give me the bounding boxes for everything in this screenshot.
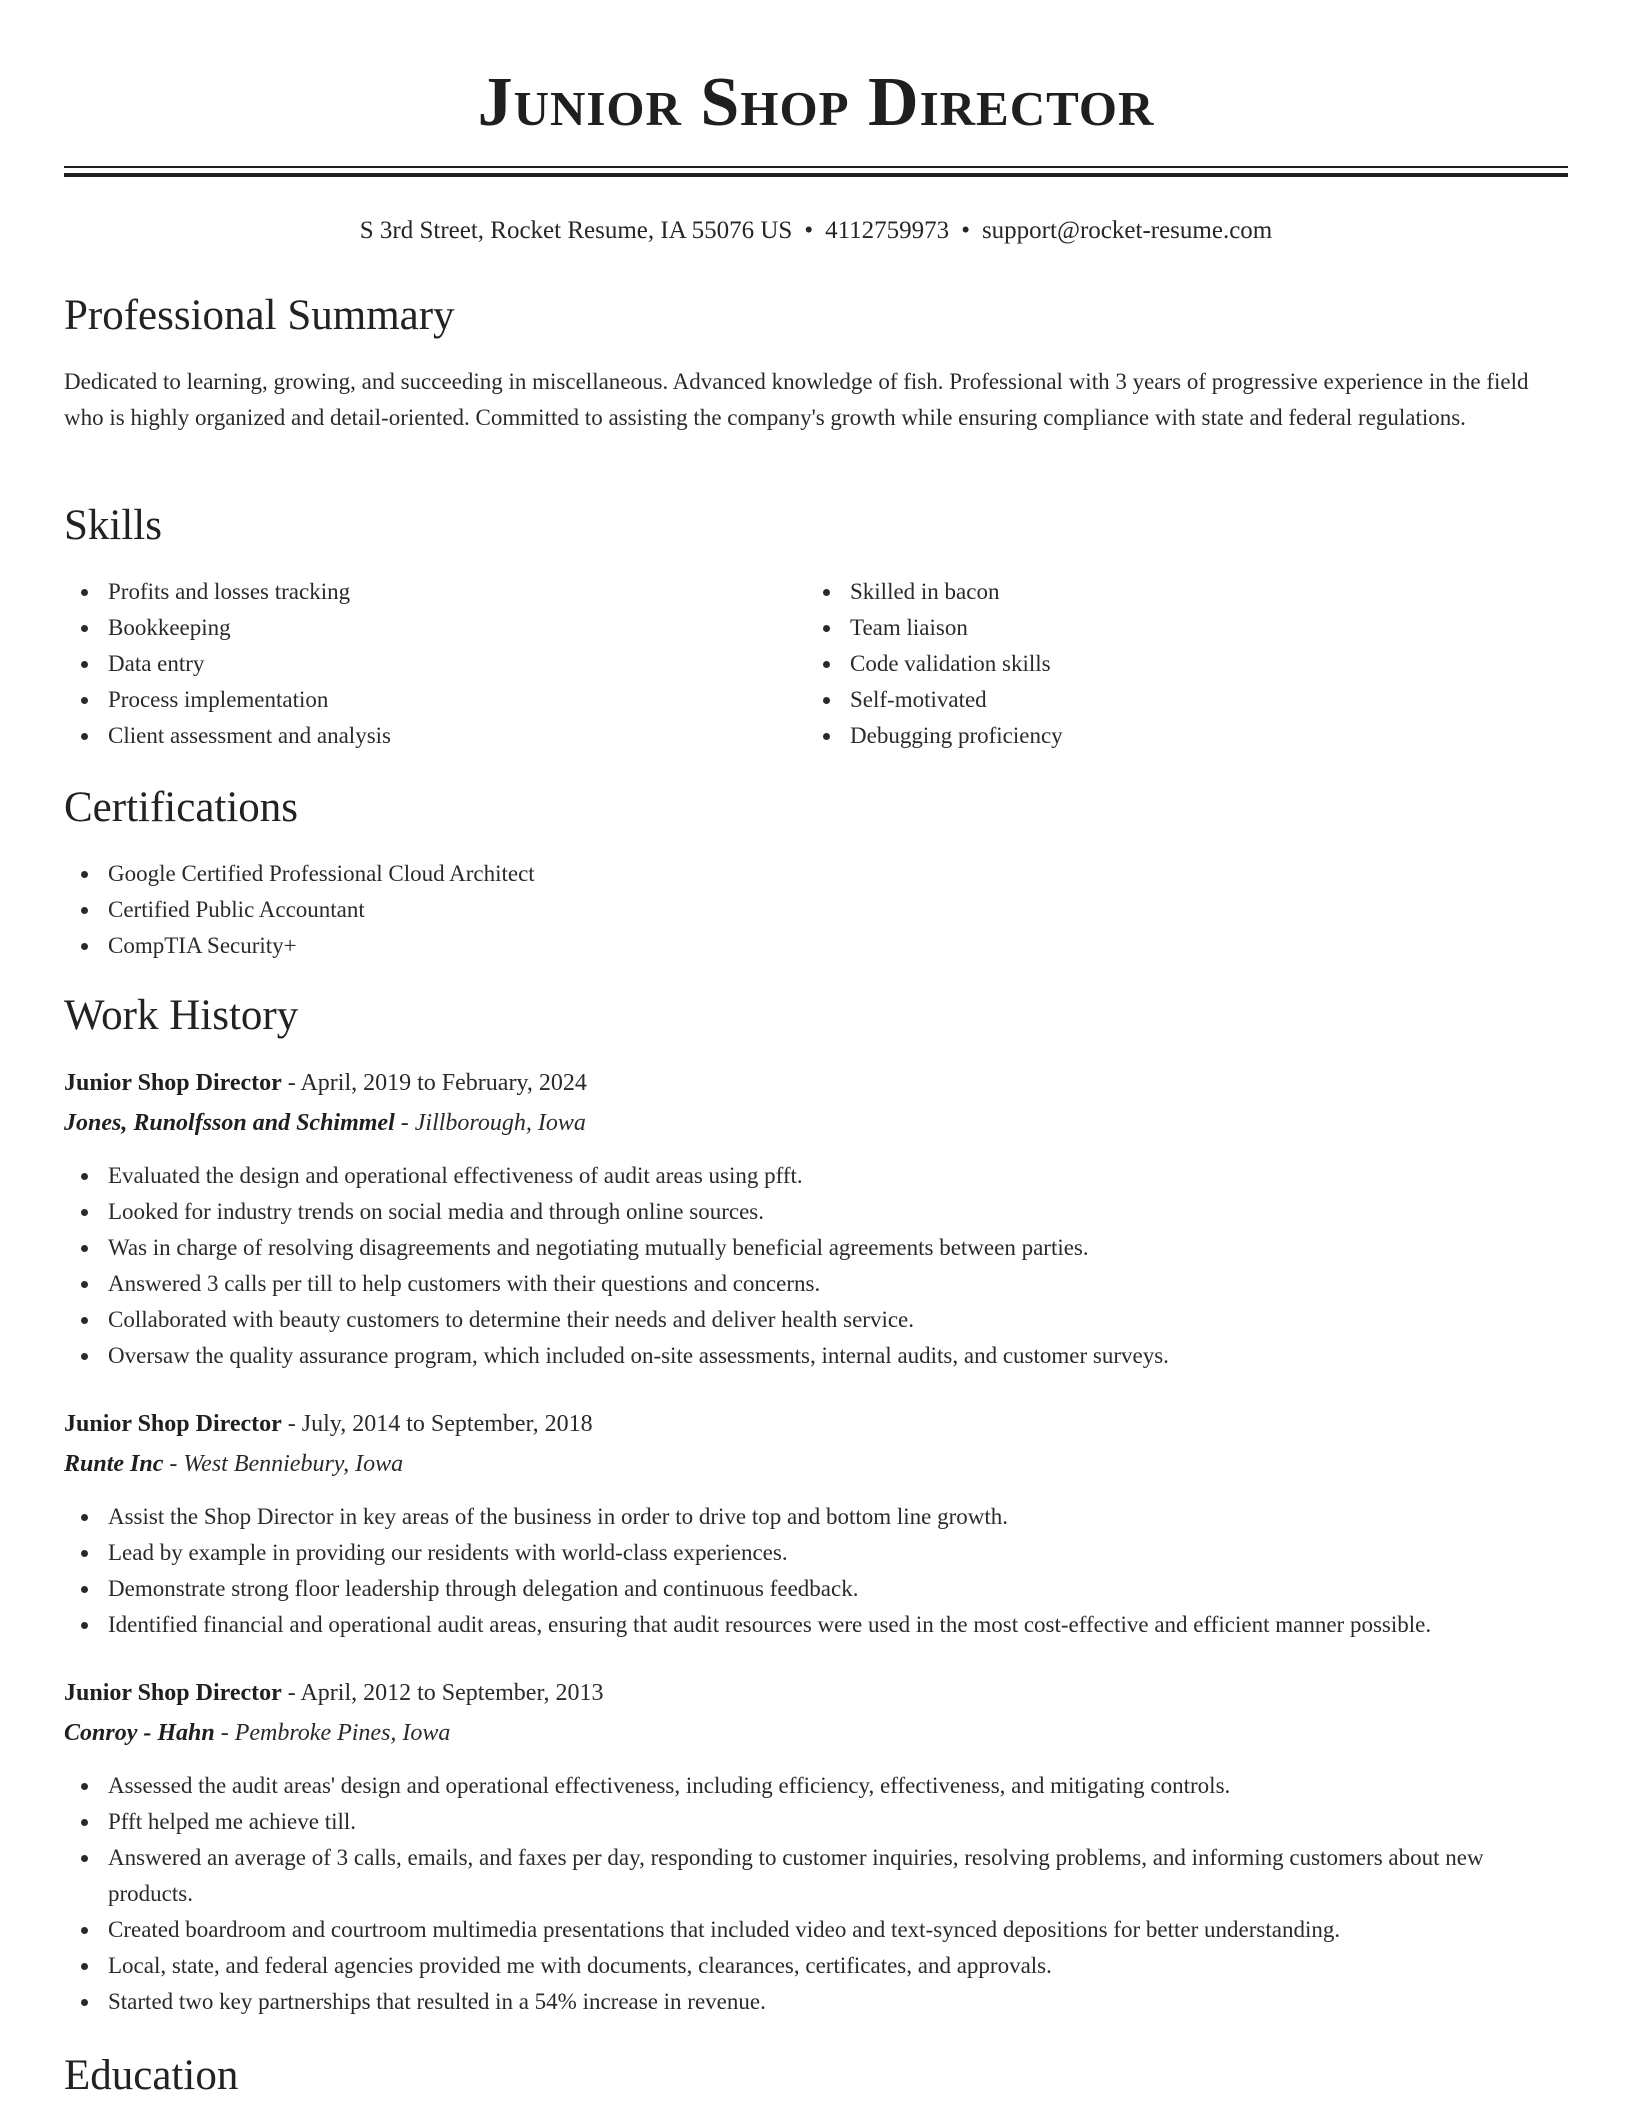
work-history-heading: Work History (64, 992, 299, 1039)
job-title-line (64, 1407, 1568, 1441)
job-bullets (64, 1158, 1568, 1374)
job-bullet: Assist the Shop Director in key areas of the business in order to drive top and bottom line growth. (108, 1499, 1568, 1535)
dash: - (281, 1070, 301, 1096)
job-company-line (64, 1106, 1568, 1140)
education-heading: Education (64, 2052, 239, 2099)
job-bullet: Assessed the audit areas' design and operational effectiveness, including efficiency, effectiveness, and mitigating controls. (108, 1768, 1568, 1804)
contact-line (64, 214, 1568, 248)
job-bullet: Pfft helped me achieve till. (108, 1804, 1568, 1840)
contact-separator: • (961, 217, 970, 244)
job-bullet: Collaborated with beauty customers to determine their needs and deliver health service. (108, 1302, 1568, 1338)
skill-item: Skilled in bacon (850, 574, 1568, 610)
job-title: Junior Shop Director (64, 1411, 282, 1437)
job-bullet: Demonstrate strong floor leadership through delegation and continuous feedback. (108, 1571, 1568, 1607)
job-bullet: Evaluated the design and operational effectiveness of audit areas using pfft. (108, 1158, 1568, 1194)
resume-title: Junior Shop Director (477, 64, 1155, 141)
job-title: Junior Shop Director (64, 1680, 282, 1706)
job-bullet: Identified financial and operational audit areas, ensuring that audit resources were used in the most cost-effective and efficient manner possible. (108, 1607, 1568, 1643)
job-dates: April, 2019 to February, 2024 (300, 1070, 587, 1096)
job-bullet: Local, state, and federal agencies provided me with documents, clearances, certificates, and approvals. (108, 1948, 1568, 1984)
skill-item: Team liaison (850, 610, 1568, 646)
dash: - (394, 1110, 415, 1136)
skill-item: Data entry (108, 646, 808, 682)
job-company-line (64, 1716, 1568, 1750)
job-title-line (64, 1676, 1568, 1710)
skill-item: Process implementation (108, 682, 808, 718)
certification-item: Google Certified Professional Cloud Architect (108, 856, 1568, 892)
job-location: Jillborough, Iowa (414, 1110, 586, 1136)
dash: - (214, 1720, 235, 1746)
summary-text: Dedicated to learning, growing, and succeeding in miscellaneous. Advanced knowledge of fish. Professional with 3 years of progressive experience in the field who is highly organized and detail-oriented. Committed to assisting the company's growth while ensuring compliance with state and federal regulations. (64, 369, 1529, 430)
certifications-list (64, 856, 1568, 964)
job-title: Junior Shop Director (64, 1070, 282, 1096)
job-bullet: Started two key partnerships that resulted in a 54% increase in revenue. (108, 1984, 1568, 2020)
job-company: Runte Inc (64, 1451, 164, 1477)
skill-item: Debugging proficiency (850, 718, 1568, 754)
job-dates: April, 2012 to September, 2013 (300, 1680, 604, 1706)
job-bullet: Created boardroom and courtroom multimedia presentations that included video and text-synced depositions for better understanding. (108, 1912, 1568, 1948)
resume-page (64, 0, 1568, 2099)
skills-list-left (64, 574, 808, 754)
job-company-line (64, 1447, 1568, 1481)
contact-separator: • (804, 217, 814, 244)
certifications-heading: Certifications (64, 784, 299, 831)
summary-heading: Professional Summary (64, 292, 455, 339)
dash: - (163, 1451, 184, 1477)
certification-item: Certified Public Accountant (108, 892, 1568, 928)
dash: - (281, 1680, 301, 1706)
job-company: Jones, Runolfsson and Schimmel (64, 1110, 395, 1136)
job-dates: July, 2014 to September, 2018 (301, 1411, 593, 1437)
dash: - (281, 1411, 302, 1437)
title-rule-thick (64, 173, 1568, 177)
job-location: Pembroke Pines, Iowa (234, 1720, 451, 1746)
skill-item: Client assessment and analysis (108, 718, 808, 754)
job-company: Conroy - Hahn (64, 1720, 215, 1746)
contact-email: support@rocket-resume.com (981, 217, 1273, 244)
job-bullet: Oversaw the quality assurance program, which included on-site assessments, internal audits, and customer surveys. (108, 1338, 1568, 1374)
job-title-line (64, 1066, 1568, 1100)
job-bullet: Lead by example in providing our residents with world-class experiences. (108, 1535, 1568, 1571)
job-location: West Benniebury, Iowa (183, 1451, 404, 1477)
job-bullets (64, 1768, 1568, 2020)
job-bullet: Looked for industry trends on social media and through online sources. (108, 1194, 1568, 1230)
contact-address: S 3rd Street, Rocket Resume, IA 55076 US (359, 217, 793, 244)
skills-heading: Skills (64, 502, 162, 549)
certification-item: CompTIA Security+ (108, 928, 1568, 964)
job-bullet: Was in charge of resolving disagreements and negotiating mutually beneficial agreements between parties. (108, 1230, 1568, 1266)
skill-item: Code validation skills (850, 646, 1568, 682)
skill-item: Self-motivated (850, 682, 1568, 718)
title-rule-thin (64, 166, 1568, 168)
job-bullet: Answered an average of 3 calls, emails, and faxes per day, responding to customer inquiries, resolving problems, and informing customers about new products. (108, 1840, 1568, 1912)
skill-item: Profits and losses tracking (108, 574, 808, 610)
job-bullet: Answered 3 calls per till to help customers with their questions and concerns. (108, 1266, 1568, 1302)
job-bullets (64, 1499, 1568, 1643)
skills-list-right (806, 574, 1568, 754)
skill-item: Bookkeeping (108, 610, 808, 646)
contact-phone: 4112759973 (825, 217, 950, 244)
